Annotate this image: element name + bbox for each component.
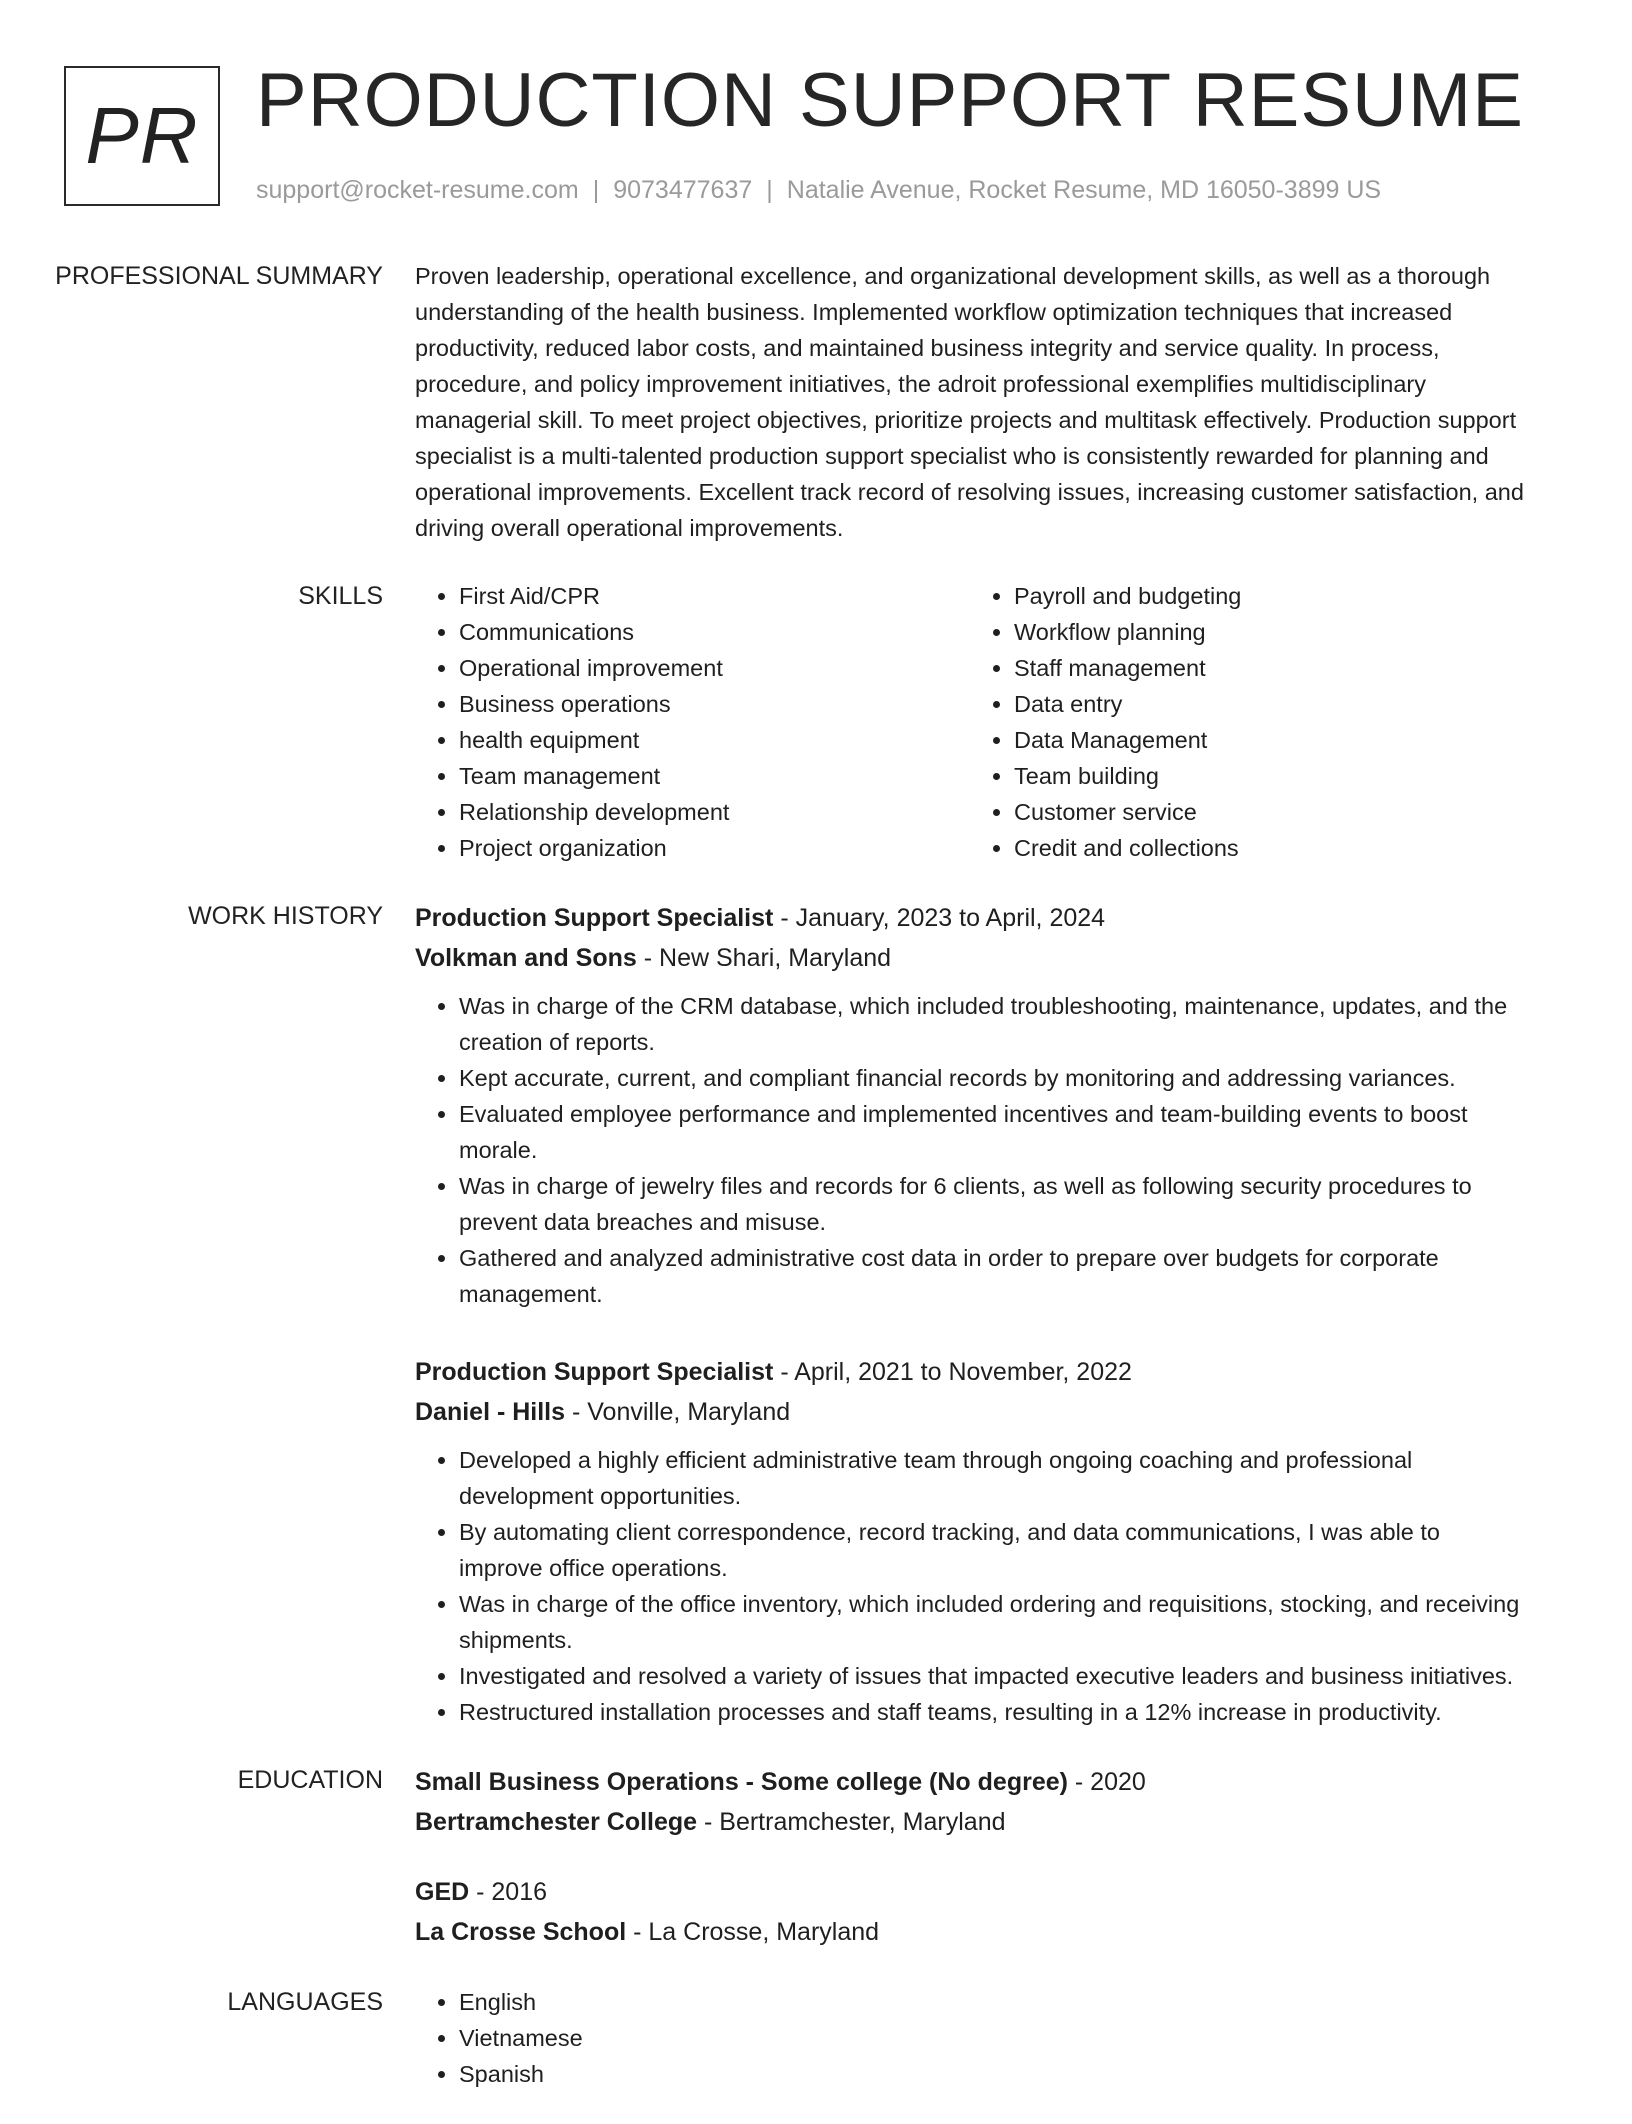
job-company-line: [415, 1392, 1525, 1432]
skills-list-right: [970, 578, 1525, 866]
job-title-line: [415, 1352, 1525, 1392]
job-bullet: • Investigated and resolved a variety of issues that impacted executive leaders and business initiatives.: [459, 1658, 1525, 1694]
monogram-initials: PR: [85, 91, 199, 180]
education-degree-line: [415, 1872, 1525, 1912]
skill-item: • Communications: [459, 614, 970, 650]
skill-item: • Team management: [459, 758, 970, 794]
skills-list-left: [415, 578, 970, 866]
language-item: • English: [459, 1984, 1525, 2020]
education-entry: [415, 1762, 1525, 1842]
education-school-line: [415, 1802, 1525, 1842]
resume-body: [0, 258, 1632, 2124]
section-label-summary: PROFESSIONAL SUMMARY: [55, 262, 383, 290]
job-entry: [415, 1352, 1525, 1730]
skill-item: • Payroll and budgeting: [1014, 578, 1525, 614]
skill-item: • First Aid/CPR: [459, 578, 970, 614]
work-history-section: [0, 898, 1632, 1730]
section-label-languages: LANGUAGES: [227, 1988, 383, 2016]
education-entry: [415, 1872, 1525, 1952]
job-bullet: • Developed a highly efficient administrative team through ongoing coaching and professional development opportunities.: [459, 1442, 1525, 1514]
skill-item: • Team building: [1014, 758, 1525, 794]
job-bullet: • Was in charge of jewelry files and records for 6 clients, as well as following security procedures to prevent data breaches and misuse.: [459, 1168, 1525, 1240]
language-item: • Vietnamese: [459, 2020, 1525, 2056]
skill-item: • Relationship development: [459, 794, 970, 830]
education-degree: Small Business Operations - Some college (No degree): [415, 1768, 1068, 1796]
job-dates: - January, 2023 to April, 2024: [773, 904, 1106, 932]
education-school: La Crosse School: [415, 1918, 627, 1946]
skill-item: • Business operations: [459, 686, 970, 722]
job-bullet: • Was in charge of the office inventory, which included ordering and requisitions, stocking, and receiving shipments.: [459, 1586, 1525, 1658]
job-bullet: • Kept accurate, current, and compliant financial records by monitoring and addressing variances.: [459, 1060, 1525, 1096]
section-label-skills: SKILLS: [298, 582, 383, 610]
summary-section: [0, 258, 1632, 546]
skill-item: • Project organization: [459, 830, 970, 866]
job-bullet: • Evaluated employee performance and implemented incentives and team-building events to boost morale.: [459, 1096, 1525, 1168]
job-bullet: • Restructured installation processes and staff teams, resulting in a 12% increase in productivity.: [459, 1694, 1525, 1730]
skill-item: • Credit and collections: [1014, 830, 1525, 866]
education-section: [0, 1762, 1632, 1952]
section-label-work: WORK HISTORY: [188, 902, 383, 930]
job-bullets: [415, 1442, 1525, 1730]
skill-item: • Data entry: [1014, 686, 1525, 722]
languages-section: [0, 1984, 1632, 2092]
monogram-box: [64, 66, 220, 206]
skill-item: • health equipment: [459, 722, 970, 758]
job-title: Production Support Specialist: [415, 904, 774, 932]
contact-email[interactable]: support@rocket-resume.com: [256, 176, 579, 204]
skill-item: • Customer service: [1014, 794, 1525, 830]
job-location: - Vonville, Maryland: [565, 1398, 791, 1426]
contact-address: Natalie Avenue, Rocket Resume, MD 16050-3899 US: [786, 176, 1382, 204]
section-label-education: EDUCATION: [237, 1766, 383, 1794]
job-company-line: [415, 938, 1525, 978]
skill-item: • Workflow planning: [1014, 614, 1525, 650]
skill-item: • Operational improvement: [459, 650, 970, 686]
job-company: Volkman and Sons: [415, 944, 637, 972]
summary-text: Proven leadership, operational excellence, and organizational development skills, as well as a thorough understanding of the health business. Implemented workflow optimization techniques that increased productivity, reduced labor costs, and maintained business integrity and service quality. In process, procedure, and policy improvement initiatives, the adroit professional exemplifies multidisciplinary managerial skill. To meet project objectives, prioritize projects and multitask effectively. Production support specialist is a multi-talented production support specialist who is consistently rewarded for planning and operational improvements. Excellent track record of resolving issues, increasing customer satisfaction, and driving overall operational improvements.: [415, 263, 1524, 541]
languages-list: [415, 1984, 1525, 2092]
skill-item: • Data Management: [1014, 722, 1525, 758]
education-year: - 2020: [1067, 1768, 1146, 1796]
job-dates: - April, 2021 to November, 2022: [773, 1358, 1132, 1386]
contact-separator: |: [766, 176, 773, 204]
job-title-line: [415, 898, 1525, 938]
skills-section: [0, 578, 1632, 866]
job-title: Production Support Specialist: [415, 1358, 774, 1386]
job-company: Daniel - Hills: [415, 1398, 566, 1426]
job-bullet: • Gathered and analyzed administrative cost data in order to prepare over budgets for corporate management.: [459, 1240, 1525, 1312]
contact-separator: |: [592, 176, 600, 204]
job-bullet: • Was in charge of the CRM database, which included troubleshooting, maintenance, updates, and the creation of reports.: [459, 988, 1525, 1060]
contact-line: [256, 176, 1381, 205]
education-school: Bertramchester College: [415, 1808, 698, 1836]
language-item: • Spanish: [459, 2056, 1525, 2092]
contact-phone[interactable]: 9073477637: [613, 176, 753, 204]
education-location: - La Crosse, Maryland: [626, 1918, 880, 1946]
education-year: - 2016: [469, 1878, 548, 1906]
job-entry: [415, 898, 1525, 1312]
resume-title: PRODUCTION SUPPORT RESUME: [256, 58, 1524, 143]
education-degree-line: [415, 1762, 1525, 1802]
education-school-line: [415, 1912, 1525, 1952]
skill-item: • Staff management: [1014, 650, 1525, 686]
job-location: - New Shari, Maryland: [636, 944, 892, 972]
job-bullets: [415, 988, 1525, 1312]
education-location: - Bertramchester, Maryland: [697, 1808, 1006, 1836]
education-degree: GED: [415, 1878, 470, 1906]
job-bullet: • By automating client correspondence, record tracking, and data communications, I was able to improve office operations.: [459, 1514, 1525, 1586]
